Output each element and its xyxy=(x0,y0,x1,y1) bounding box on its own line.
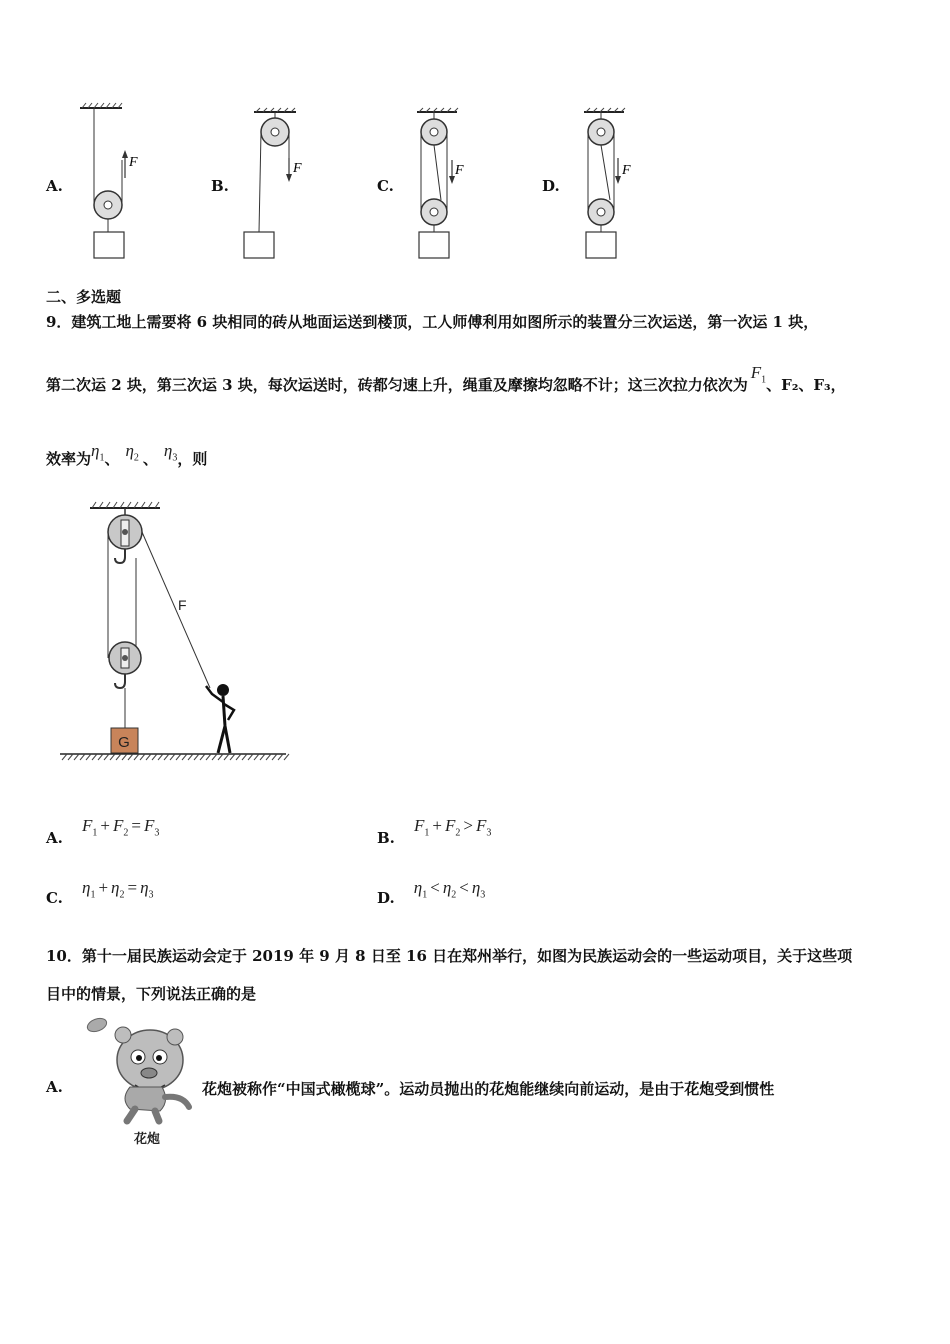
sep-1: 、 xyxy=(104,450,120,468)
q9-option-c-formula xyxy=(82,878,154,901)
q9-line2 xyxy=(46,363,846,397)
f1-subscript: 1 xyxy=(761,374,767,386)
eta1-subscript: 1 xyxy=(99,452,105,464)
q10-option-a-label: A. xyxy=(46,1078,63,1096)
pulley-figure-d xyxy=(572,108,652,263)
q9-option-d-label: D. xyxy=(377,889,395,907)
c-term1: η xyxy=(82,878,91,897)
option-a-label: A. xyxy=(46,177,63,195)
weight-label: G xyxy=(118,734,130,751)
a-sub2: 2 xyxy=(123,827,129,839)
d-term3: η xyxy=(471,878,481,897)
q9-option-a-label: A. xyxy=(46,829,63,847)
q9-line3-post: ，则 xyxy=(177,450,208,468)
q9-option-b-formula xyxy=(414,816,492,839)
a-term1: F xyxy=(81,816,93,835)
eta1-math xyxy=(91,441,105,464)
q9-line2-pre: 第二次运 2 块，第三次运 3 块，每次运送时，砖都匀速上升，绳重及摩擦均忽略不计；这三次拉力依次为 xyxy=(46,376,748,394)
a-term3: F xyxy=(143,816,155,835)
q9-pulley-figure xyxy=(60,498,290,763)
b-op1: + xyxy=(432,816,442,835)
b-sub3: 3 xyxy=(486,827,492,839)
section-title: 二、多选题 xyxy=(46,288,122,306)
d-sub3: 3 xyxy=(480,889,486,901)
c-sub2: 2 xyxy=(119,889,125,901)
c-sub3: 3 xyxy=(148,889,154,901)
d-term2: η xyxy=(442,878,452,897)
q9-option-a-formula xyxy=(81,816,160,839)
d-op2: < xyxy=(459,878,469,897)
force-label-d: F xyxy=(622,163,631,178)
c-sub1: 1 xyxy=(90,889,96,901)
q9-option-b[interactable] xyxy=(377,816,492,850)
force-label: F xyxy=(178,597,187,613)
d-term1: η xyxy=(413,878,423,897)
b-op2: > xyxy=(463,816,473,835)
a-op1: + xyxy=(100,816,110,835)
pulley-figure-c xyxy=(405,108,485,263)
d-sub2: 2 xyxy=(451,889,457,901)
eta2-symbol: η xyxy=(125,441,134,460)
q9-option-d-formula xyxy=(413,878,486,901)
q9-line1: 9．建筑工地上需要将 6 块相同的砖从地面运送到楼顶，工人师傅利用如图所示的装置分三次运送，第一次运 1 块， xyxy=(46,313,819,331)
pulley-figure-a xyxy=(70,100,150,265)
a-sub1: 1 xyxy=(92,827,98,839)
q9-option-a[interactable] xyxy=(46,816,160,850)
q9-option-d[interactable] xyxy=(377,878,486,910)
option-b-label: B. xyxy=(211,177,229,195)
b-sub1: 1 xyxy=(424,827,430,839)
c-op1: + xyxy=(98,878,109,897)
pulley-figure-b xyxy=(238,108,318,263)
d-op1: < xyxy=(430,878,440,897)
q9-line3 xyxy=(46,441,208,471)
c-term2: η xyxy=(111,878,120,897)
q9-option-b-label: B. xyxy=(377,829,395,847)
c-op2: = xyxy=(127,878,138,897)
b-term1: F xyxy=(414,816,425,835)
eta1-symbol: η xyxy=(91,441,100,460)
force-label-a: F xyxy=(129,155,138,170)
q9-option-c-label: C. xyxy=(46,889,63,907)
q10-line1: 10．第十一届民族运动会定于 2019 年 9 月 8 日至 16 日在郑州举行，如图为民族运动会的一些运动项目，关于这些项 xyxy=(46,947,853,965)
eta3-math xyxy=(163,441,178,464)
q9-line2-post: 、F₂、F₃， xyxy=(766,376,846,394)
b-term3: F xyxy=(475,816,487,835)
a-sub3: 3 xyxy=(154,827,160,839)
b-term2: F xyxy=(444,816,456,835)
a-term2: F xyxy=(112,816,124,835)
q9-line3-pre: 效率为 xyxy=(46,450,92,468)
force-label-c: F xyxy=(455,163,464,178)
option-c-label: C. xyxy=(377,177,394,195)
q9-f1-math xyxy=(750,363,767,386)
d-sub1: 1 xyxy=(422,889,428,901)
eta2-subscript: 2 xyxy=(133,452,139,464)
f1-symbol: F xyxy=(750,363,762,382)
b-sub2: 2 xyxy=(455,827,461,839)
c-term3: η xyxy=(140,878,149,897)
eta3-subscript: 3 xyxy=(172,452,178,464)
q10-line2: 目中的情景，下列说法正确的是 xyxy=(46,985,257,1003)
q9-option-c[interactable] xyxy=(46,878,154,910)
sep-2: 、 xyxy=(142,450,158,468)
eta3-symbol: η xyxy=(163,441,173,460)
a-op2: = xyxy=(131,816,141,835)
q10-option-a-text: 花炮被称作“中国式橄榄球”。运动员抛出的花炮能继续向前运动，是由于花炮受到惯性 xyxy=(202,1080,775,1098)
option-d-label: D. xyxy=(542,177,560,195)
force-label-b: F xyxy=(293,161,302,176)
eta2-math xyxy=(125,441,139,464)
mascot-illustration xyxy=(85,1015,200,1125)
mascot-caption: 花炮 xyxy=(134,1132,161,1147)
